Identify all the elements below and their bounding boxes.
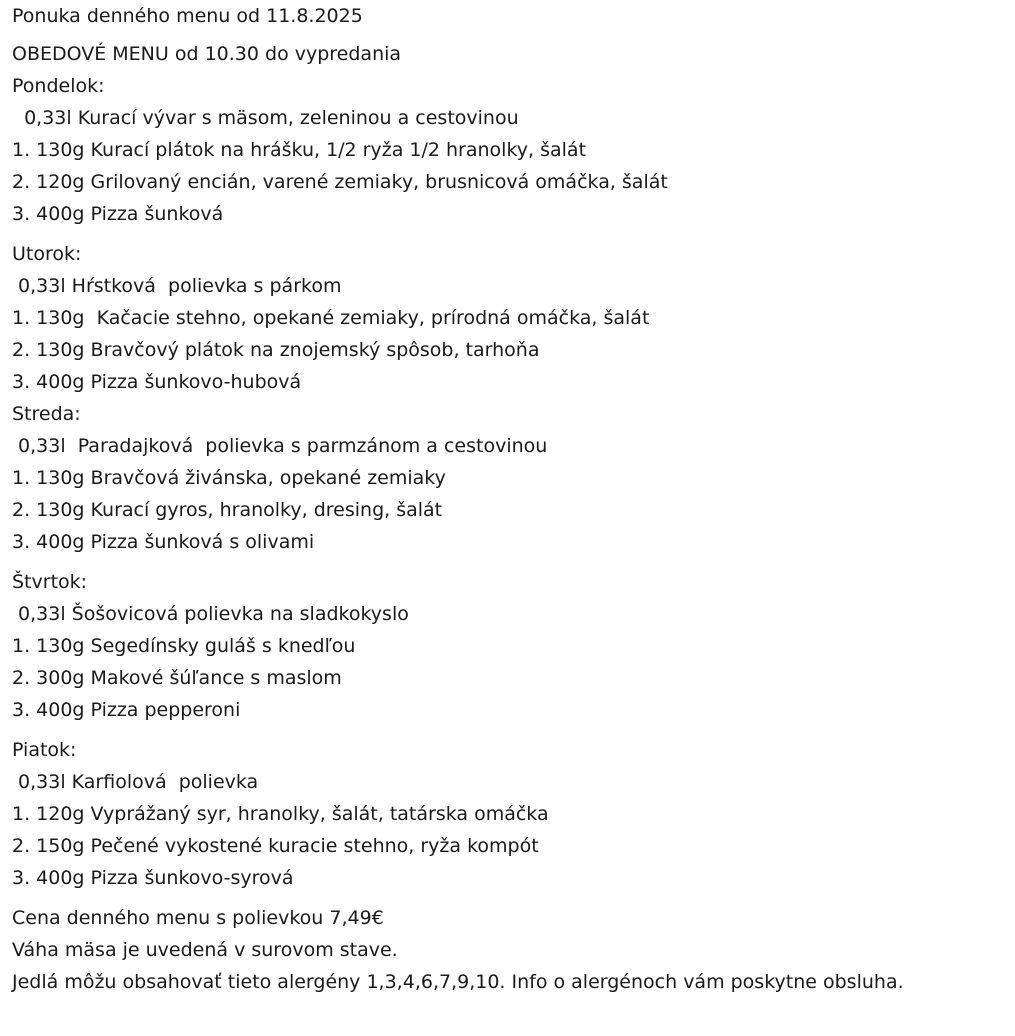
day-name: Štvrtok:: [12, 571, 88, 593]
day-name: Utorok:: [12, 243, 82, 265]
weight-note: Váha mäsa je uvedená v surovom stave.: [12, 939, 398, 961]
menu-item: 2. 150g Pečené vykostené kuracie stehno, ryža kompót: [12, 835, 539, 857]
spacer: [12, 558, 1007, 566]
menu-item: 2. 130g Bravčový plátok na znojemský spôsob, tarhoňa: [12, 339, 540, 361]
day-section-wednesday: [12, 398, 1007, 558]
footer-notes: [12, 902, 1007, 998]
menu-item: 1. 120g Vyprážaný syr, hranolky, šalát, tatárska omáčka: [12, 803, 549, 825]
soup-line: 0,33l Hŕstková polievka s párkom: [12, 275, 342, 297]
menu-item: 2. 120g Grilovaný encián, varené zemiaky, brusnicová omáčka, šalát: [12, 171, 668, 193]
spacer: [12, 230, 1007, 238]
soup-line: 0,33l Šošovicová polievka na sladkokyslo: [12, 603, 409, 625]
day-name: Pondelok:: [12, 75, 105, 97]
spacer: [12, 894, 1007, 902]
spacer: [12, 726, 1007, 734]
lunch-heading: OBEDOVÉ MENU od 10.30 do vypredania: [12, 43, 402, 65]
menu-item: 1. 130g Segedínsky guláš s knedľou: [12, 635, 356, 657]
soup-line: 0,33l Paradajková polievka s parmzánom a cestovinou: [12, 435, 548, 457]
menu-item: 1. 130g Bravčová živánska, opekané zemiaky: [12, 467, 446, 489]
menu-item: 3. 400g Pizza šunkovo-hubová: [12, 371, 302, 393]
menu-item: 3. 400g Pizza šunková s olivami: [12, 531, 315, 553]
soup-line: 0,33l Kurací vývar s mäsom, zeleninou a cestovinou: [12, 107, 519, 129]
menu-item: 2. 300g Makové šúľance s maslom: [12, 667, 342, 689]
menu-item: 1. 130g Kurací plátok na hrášku, 1/2 ryža 1/2 hranolky, šalát: [12, 139, 587, 161]
day-section-friday: [12, 734, 1007, 894]
menu-item: 1. 130g Kačacie stehno, opekané zemiaky, prírodná omáčka, šalát: [12, 307, 650, 329]
allergen-note: Jedlá môžu obsahovať tieto alergény 1,3,4,6,7,9,10. Info o alergénoch vám poskytne obsluha.: [12, 971, 904, 993]
price-note: Cena denného menu s polievkou 7,49€: [12, 907, 384, 929]
day-section-tuesday: [12, 238, 1007, 398]
day-section-monday: [12, 70, 1007, 230]
soup-line: 0,33l Karfiolová polievka: [12, 771, 259, 793]
menu-item: 3. 400g Pizza pepperoni: [12, 699, 241, 721]
menu-item: 2. 130g Kurací gyros, hranolky, dresing, šalát: [12, 499, 443, 521]
day-name: Streda:: [12, 403, 81, 425]
page-title: Ponuka denného menu od 11.8.2025: [12, 5, 363, 27]
day-name: Piatok:: [12, 739, 77, 761]
menu-item: 3. 400g Pizza šunková: [12, 203, 224, 225]
menu-item: 3. 400g Pizza šunkovo-syrová: [12, 867, 294, 889]
menu-document: [12, 0, 1007, 998]
day-section-thursday: [12, 566, 1007, 726]
